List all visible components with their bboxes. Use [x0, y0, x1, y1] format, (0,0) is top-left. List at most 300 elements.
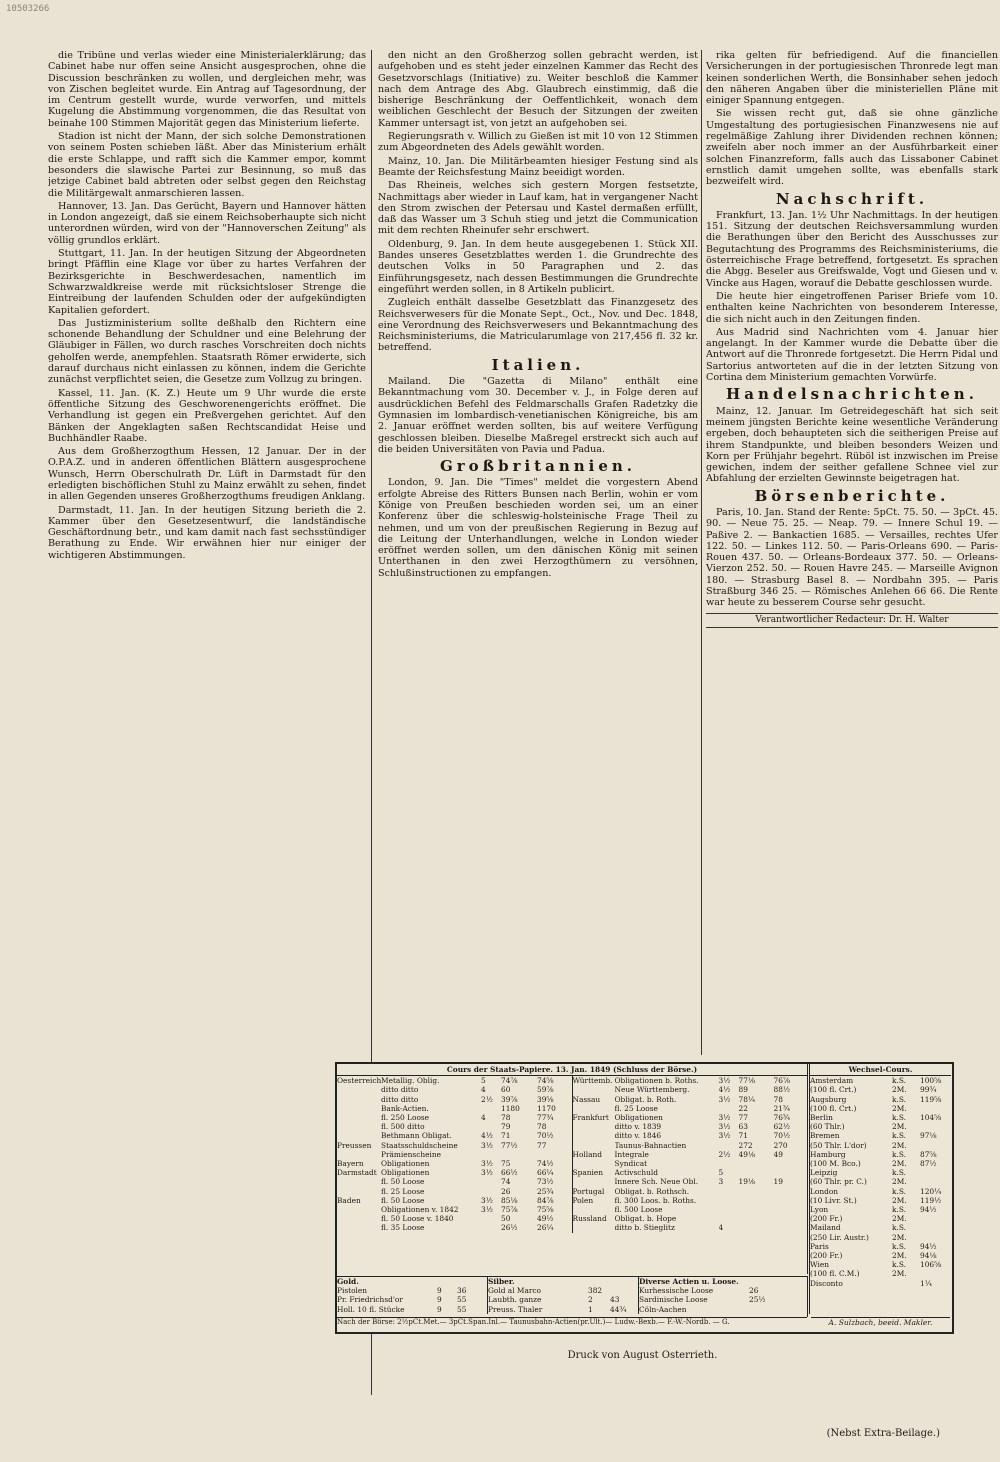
quote-row-cell: 78 [501, 1113, 511, 1123]
wechsel-row [810, 1168, 951, 1177]
wechsel-row-cell [920, 1233, 950, 1242]
quote-row-cell [573, 1205, 615, 1214]
quote-row-cell: fl. 50 Loose [381, 1177, 425, 1187]
wechsel-row-cell: London [810, 1186, 839, 1196]
quote-row-cell: Innere Sch. Neue Obl. [614, 1177, 699, 1187]
quote-row [573, 1076, 808, 1085]
quote-row-cell: 49½ [537, 1214, 554, 1224]
wechsel-row-cell: 94⅛ [920, 1251, 937, 1261]
quote-row [337, 1159, 572, 1168]
wechsel-row-cell: 106⅝ [920, 1260, 942, 1270]
quote-row [337, 1113, 572, 1122]
quote-row-cell: Prämienscheine [381, 1149, 441, 1159]
quote-row-cell: fl. 25 Loose [614, 1103, 658, 1113]
wechsel-row-cell: (10 Livr. St.) [810, 1195, 857, 1205]
silber-row [488, 1305, 638, 1314]
quote-row-cell [719, 1159, 739, 1168]
quote-row-cell [481, 1104, 501, 1113]
article-paragraph: Kassel, 11. Jan. (K. Z.) Heute um 9 Uhr wurde die erste öffentliche Sitzung des Geschworenengerichts eröffnet. Die Verhandlung ist gegen ein Preßvergehen gerichtet. Auf den Bänken der Angeklagten saßen Rechtscandidat Heise und Buchhändler Raabe. [48, 387, 366, 444]
wechsel-row-cell: Wien [810, 1260, 829, 1270]
quote-row [337, 1214, 572, 1223]
quote-row-cell: 3½ [718, 1094, 731, 1104]
silber-row-cell [610, 1286, 636, 1295]
quote-row-cell: 4 [718, 1223, 724, 1233]
quote-row [337, 1131, 572, 1140]
quote-row-cell: Obligationen [381, 1168, 430, 1178]
wechsel-row-cell: (50 Thlr. L'dor) [810, 1140, 867, 1150]
quote-row-cell: 3½ [718, 1122, 731, 1132]
quote-row [573, 1104, 808, 1113]
wechsel-row [810, 1159, 951, 1168]
quote-row-cell [337, 1113, 381, 1122]
quote-row-cell [739, 1187, 774, 1196]
quote-row-cell: fl. 50 Loose [381, 1195, 425, 1205]
quote-row-cell: 66½ [501, 1168, 518, 1178]
quote-row [337, 1177, 572, 1186]
wechsel-row [810, 1279, 951, 1288]
quote-row-cell: Russland [572, 1214, 607, 1224]
diverse-row-cell: Cöln-Aachen [639, 1304, 687, 1314]
quote-row-cell: 76¾ [773, 1113, 791, 1123]
quote-row-cell: 49⅛ [738, 1149, 756, 1159]
wechsel-row-cell: 2M. [892, 1159, 907, 1169]
gold-row-cell: Pr. Friedrichsd'or [337, 1295, 403, 1305]
article-paragraph: Hannover, 13. Jan. Das Gerücht, Bayern und Hannover hätten in London angezeigt, daß sie einem Reichsoberhaupte sich nicht unterordnen würden, wird von der "Hannoverschen Zeitung" als völlig grundlos erklärt. [48, 200, 366, 246]
wechsel-row [810, 1104, 951, 1113]
silber-row-cell: Preuss. Thaler [488, 1304, 543, 1314]
quote-row [573, 1131, 808, 1140]
silber-row [488, 1295, 638, 1304]
quote-row-cell: Baden [337, 1195, 361, 1205]
wechsel-row-cell: 94½ [920, 1205, 937, 1215]
wechsel-row-cell: (100 M. Bco.) [810, 1159, 861, 1169]
gold-row-cell: 55 [457, 1304, 467, 1314]
gold-title: Gold. [337, 1277, 359, 1286]
quote-row-cell: ditto ditto [381, 1085, 419, 1095]
wechsel-row [810, 1205, 951, 1214]
wechsel-row [810, 1242, 951, 1251]
quote-row [573, 1223, 808, 1232]
quote-row-cell [481, 1223, 501, 1232]
wechsel-row [810, 1122, 951, 1131]
silber-row-cell: 44¾ [610, 1304, 627, 1314]
wechsel-row-cell: 87½ [920, 1159, 937, 1169]
quote-row-cell: 4 [481, 1085, 486, 1095]
wechsel-row-cell: 2M. [892, 1251, 907, 1261]
quote-row-cell: Obligationen [381, 1159, 430, 1169]
wechsel-row-cell [920, 1122, 950, 1131]
wechsel-row-cell: 2M. [892, 1214, 907, 1224]
quote-row-cell: 71 [501, 1131, 511, 1141]
wechsel-row-cell [920, 1168, 950, 1177]
quote-row-cell: 75 [501, 1159, 511, 1169]
gold-row [337, 1286, 487, 1295]
silber-row [488, 1286, 638, 1295]
quote-row-cell: 50 [501, 1214, 511, 1224]
quote-row-cell: Staatsschuldscheine [381, 1140, 458, 1150]
quote-row-cell [337, 1150, 381, 1159]
silber-row-cell: 2 [588, 1295, 593, 1305]
quote-row-cell: Obligat. b. Rothsch. [614, 1186, 690, 1196]
quote-row-cell: 84⅞ [537, 1195, 554, 1205]
wechsel-row [810, 1095, 951, 1104]
quote-row-cell: 74½ [537, 1159, 554, 1169]
quote-row-cell: Obligationen v. 1842 [381, 1205, 459, 1215]
quote-row-cell: Obligat. b. Roth. [614, 1094, 677, 1104]
quote-row-cell: 89 [738, 1085, 748, 1095]
quote-row-cell: 3½ [718, 1113, 731, 1123]
quote-row-cell [774, 1168, 807, 1177]
wechsel-row-cell: 1¼ [920, 1278, 932, 1288]
quote-row-cell: Activschuld [614, 1168, 659, 1178]
article-paragraph: Stadion ist nicht der Mann, der sich solche Demonstrationen von seinem Posten schieben läßt. Aber das Ministerium erhält die erste Schlappe, und rafft sich die Kammer empor, kommt besonders die slawische Partei zur Besinnung, so muß das jetzige Cabinet bald abtreten oder selbst gegen den Reichstag die Militärgewalt anmarschieren lassen. [48, 131, 366, 199]
wechsel-row-cell: 2M. [892, 1232, 907, 1242]
quote-row-cell: 1180 [501, 1103, 520, 1113]
quote-row-cell [573, 1223, 615, 1232]
wechsel-row [810, 1260, 951, 1269]
quote-row-cell [774, 1196, 807, 1205]
wechsel-row-cell [920, 1269, 950, 1278]
quote-row-cell: Obligationen b. Roths. [614, 1076, 699, 1086]
quote-row-cell [719, 1141, 739, 1150]
quote-row-cell: Polen [572, 1195, 594, 1205]
printer-line: Druck von August Osterrieth. [567, 1350, 718, 1361]
article-paragraph: Stuttgart, 11. Jan. In der heutigen Sitzung der Abgeordneten bringt Pfäfflin eine Klage vor über zu hartes Verfahren der Bezirksgerichte in Beschwerdesachen, namentlich im Schwarzwaldkreise werde mit rücksichtsloser Strenge die Eintreibung der laufenden Schulden oder der aufgekündigten Kapitalien gefordert. [48, 248, 366, 316]
quote-row-cell: 2½ [481, 1094, 493, 1104]
quote-row-cell: 88½ [773, 1085, 791, 1095]
wechsel-row-cell: k.S. [892, 1186, 906, 1196]
quote-row-cell: 3½ [718, 1131, 731, 1141]
quote-row [573, 1187, 808, 1196]
wechsel-row-cell: k.S. [892, 1113, 906, 1123]
quote-row-cell [481, 1122, 501, 1131]
wechsel-row-cell: Amsterdam [810, 1076, 854, 1086]
quote-row-cell: 78¼ [738, 1094, 756, 1104]
quote-row-cell [739, 1223, 774, 1232]
quote-row-cell [337, 1214, 381, 1223]
quote-row-cell [337, 1131, 381, 1140]
quote-row-cell: ditto b. Stieglitz [614, 1223, 675, 1233]
wechsel-row-cell: k.S. [892, 1131, 906, 1141]
wechsel-row-cell: 120¼ [920, 1186, 942, 1196]
wechsel-row-cell [920, 1104, 950, 1113]
quote-row-cell: 25¾ [537, 1186, 554, 1196]
wechsel-row [810, 1269, 951, 1278]
quote-row [573, 1196, 808, 1205]
quote-row-cell: Obligationen [614, 1113, 663, 1123]
wechsel-row-cell: (100 fl. Crt.) [810, 1085, 857, 1095]
quote-row-cell: 3½ [481, 1168, 493, 1178]
quote-row-cell: 78 [537, 1122, 547, 1132]
wechsel-row-cell: k.S. [892, 1260, 906, 1270]
article-paragraph: Mainz, 10. Jan. Die Militärbeamten hiesiger Festung sind als Beamte der Reichsfestung Mainz beeidigt worden. [378, 155, 698, 178]
quote-row-cell [739, 1159, 774, 1168]
wechsel-row-cell: 2M. [892, 1140, 907, 1150]
wechsel-row-cell: k.S. [892, 1223, 906, 1233]
quote-row-cell: 71 [738, 1131, 748, 1141]
quote-row-cell [337, 1095, 381, 1104]
quote-row-cell: 1170 [537, 1103, 556, 1113]
diverse-row-cell [779, 1295, 805, 1304]
quote-row-cell: fl. 35 Loose [381, 1223, 425, 1233]
article-paragraph: Oldenburg, 9. Jan. In dem heute ausgegebenen 1. Stück XII. Bandes unseres Gesetzblattes werden 1. die Grundrechte des deutschen Volks in 50 Paragraphen und 2. das Einführungsgesetz, nach dessen Bestimmungen die Grundrechte eingeführt werden sollen, in 8 Artikeln publicirt. [378, 238, 698, 295]
quote-row-cell: Neue Württemberg. [614, 1085, 690, 1095]
quote-row-cell: Bethmann Obligat. [381, 1131, 452, 1141]
wechsel-row-cell: Leipzig [810, 1168, 838, 1178]
quote-row-cell [481, 1214, 501, 1223]
wechsel-row [810, 1141, 951, 1150]
gold-row-cell: 9 [437, 1295, 442, 1305]
quote-row-cell: 74⅞ [501, 1076, 518, 1086]
wechsel-row [810, 1113, 951, 1122]
quote-row-cell [573, 1104, 615, 1113]
wechsel-row [810, 1251, 951, 1260]
quote-row-cell [337, 1104, 381, 1113]
quote-row-cell [719, 1214, 739, 1223]
quote-row-cell: 3½ [481, 1159, 493, 1169]
quote-row-cell: 4½ [481, 1131, 493, 1141]
quote-row-cell: 3½ [481, 1195, 493, 1205]
quote-row-cell [573, 1131, 615, 1140]
article-boersen: Paris, 10. Jan. Stand der Rente: 5pCt. 75. 50. — 3pCt. 45. 90. — Neue 75. 25. — Neap. 79. — Innere Schul 19. — Paßive 2. — Bankactien 1685. — Versailles, rechtes Ufer 122. 50. — Linkes 112. 50. — Paris-Orleans 690. — Paris-Rouen 437. 50. — Orleans-Bordeaux 377. 50. — Orleans-Vierzon 252. 50. — Rouen Havre 245. — Marseille Avignon 180. — Strasburg Basel 8. — Nordbahn 395. — Paris Straßburg 346 25. — Römisches Anlehen 66 66. Die Rente war heute zu besserem Course sehr gesucht. [706, 506, 998, 609]
quote-row-cell [337, 1205, 381, 1214]
wechsel-row-cell: Lyon [810, 1205, 829, 1215]
quote-row [573, 1177, 808, 1186]
quote-row [573, 1168, 808, 1177]
section-title-nachschrift: Nachschrift. [775, 189, 929, 208]
quote-row-cell: 26½ [501, 1223, 518, 1233]
quote-row-cell: fl. 50 Loose v. 1840 [381, 1214, 454, 1224]
wechsel-row-cell: 87⅝ [920, 1149, 937, 1159]
quote-row-cell: 21¾ [773, 1103, 791, 1113]
wechsel-row-cell: 2M. [892, 1122, 907, 1132]
silber-row-cell: Gold al Marco [488, 1286, 542, 1296]
quote-row-cell [719, 1205, 739, 1214]
wechsel-row [810, 1196, 951, 1205]
article-italien: Mailand. Die "Gazetta di Milano" enthält eine Bekanntmachung vom 30. December v. J., in Folge deren auf ausdrücklichen Befehl des Feldmarschalls Grafen Radetzky die Gymnasien im lombardisch-venetianischen Königreiche, bis am 2. Januar eröffnet werden sollten, bis auf weitere Verfügung geschlossen bleiben. Dieselbe Maßregel erstreckt sich auch auf die beiden Universitäten von Pavia und Padua. [378, 376, 698, 455]
quote-row-cell: ditto v. 1846 [614, 1131, 662, 1141]
silber-row-cell: 1 [588, 1304, 593, 1314]
quote-row-cell: 77⅛ [738, 1076, 756, 1086]
quote-row-cell [337, 1187, 381, 1196]
quote-row-cell [481, 1187, 501, 1196]
quote-row-cell [337, 1085, 381, 1094]
quote-row-cell: Darmstadt [337, 1168, 377, 1178]
wechsel-row-cell: 104⅝ [920, 1113, 942, 1123]
wechsel-row-cell: (250 Lir. Austr.) [810, 1232, 869, 1242]
quote-row-cell [501, 1150, 537, 1159]
quote-row [337, 1223, 572, 1232]
column-rule [701, 50, 702, 1055]
quote-row-cell: Portugal [572, 1186, 605, 1196]
wechsel-row-cell: (200 Fr.) [810, 1214, 843, 1224]
quote-row-cell: Syndicat [614, 1159, 648, 1169]
wechsel-row-cell: (100 fl. C.M.) [810, 1269, 860, 1279]
quote-row-cell [774, 1223, 807, 1232]
quote-row-cell: 77 [537, 1140, 547, 1150]
wechsel-row-cell: 99¾ [920, 1085, 937, 1095]
section-title-boersen: Börsenberichte. [754, 486, 950, 505]
wechsel-row-cell [920, 1141, 950, 1150]
quote-row [337, 1122, 572, 1131]
quote-row-cell: Taunus-Bahnactien [614, 1140, 687, 1150]
quote-row [337, 1205, 572, 1214]
article-paragraph: den nicht an den Großherzog sollen gebracht werden, ist aufgehoben und es steht jeder einzelnen Kammer das Recht des Gesetzvorschlags (Initiative) zu. Weiter beschloß die Kammer nach dem Antrage des Abg. Glaubrech einstimmig, daß die bisherige Beschränkung der Oeffentlichkeit, wonach dem weiblichen Geschlecht der Besuch der Sitzungen der zweiten Kammer untersagt ist, von jetzt an aufgehoben sei. [378, 50, 698, 129]
quote-row-cell: fl. 25 Loose [381, 1186, 425, 1196]
quote-row-cell: 75⅞ [501, 1205, 518, 1215]
silber-title: Silber. [488, 1277, 515, 1286]
gold-row-cell: 36 [457, 1286, 467, 1296]
wechsel-row [810, 1223, 951, 1232]
wechsel-row-cell: 2M. [892, 1195, 907, 1205]
quote-row-cell: fl. 500 ditto [381, 1122, 425, 1132]
article-paragraph: Zugleich enthält dasselbe Gesetzblatt das Finanzgesetz des Reichsverwesers für die Monate Sept., Oct., Nov. und Dec. 1848, eine Verordnung des Reichsverwesers und Bekanntmachung des Reichsministeriums, die Matricularumlage von 217,456 fl. 32 kr. betreffend. [378, 297, 698, 354]
diverse-row-cell: Sardinische Loose [639, 1295, 708, 1305]
quote-row-cell [739, 1168, 774, 1177]
silber-row-cell: 382 [588, 1286, 603, 1296]
quote-row-cell: 3½ [481, 1140, 493, 1150]
quote-row-cell: Nassau [572, 1094, 601, 1104]
quote-row-cell: 19 [773, 1177, 783, 1187]
quote-row [573, 1122, 808, 1131]
quote-row-cell: ditto v. 1839 [614, 1122, 662, 1132]
quote-row-cell: 77 [738, 1113, 748, 1123]
wechsel-row [810, 1214, 951, 1223]
gold-row-cell: 9 [437, 1304, 442, 1314]
quote-row [337, 1168, 572, 1177]
quote-row-cell [337, 1122, 381, 1131]
quote-row-cell [573, 1122, 615, 1131]
quote-row [337, 1150, 572, 1159]
quote-row [573, 1214, 808, 1223]
article-paragraph: rika gelten für befriedigend. Auf die financiellen Versicherungen in der portugiesischen Thronrede legt man keinen sonderlichen Werth, die Bonsinhaber sehen jedoch den näheren Angaben über die ministeriellen Pläne mit einiger Spannung entgegen. [706, 50, 998, 107]
quote-row-cell: 4 [481, 1113, 486, 1123]
wechsel-row-cell: 100⅝ [920, 1076, 942, 1086]
makler-line: A. Sulzbach, beeid. Makler. [811, 1317, 950, 1327]
gold-row-cell: Pistolen [337, 1286, 368, 1296]
quote-row-cell: Preussen [337, 1140, 372, 1150]
quote-row-cell: 77½ [501, 1140, 518, 1150]
article-handel: Mainz, 12. Januar. Im Getreidegeschäft hat sich seit meinem jüngsten Berichte keine wesentliche Veränderung ergeben, doch behaupteten sich die seitherigen Preise auf ihrem Standpunkte, und bleiben besonders Weizen und Korn per Frühjahr begehrt. Rüböl ist inzwischen im Preise gewichen, indem der seither gefallene Schnee viel zur Abfahlung der erzielten Gewinnste beigetragen hat. [706, 405, 998, 485]
wechsel-row [810, 1150, 951, 1159]
quote-row [573, 1113, 808, 1122]
silber-row-cell: 43 [610, 1295, 620, 1305]
quote-row [337, 1104, 572, 1113]
gold-row [337, 1295, 487, 1304]
nachschrift-paragraph: Aus Madrid sind Nachrichten vom 4. Januar hier angelangt. In der Kammer wurde die Debatte über die Antwort auf die Thronrede fortgesetzt. Die Herrn Pidal und Sartorius antworteten auf die in der letzten Sitzung von Cortina dem Ministerium gemachten Vorwürfe. [706, 326, 998, 384]
coin-block [337, 1276, 808, 1317]
article-paragraph: Das Rheineis, welches sich gestern Morgen festsetzte, Nachmittags aber wieder in Lauf kam, hat in vergangener Nacht den Strom zwischen der Petersau und Kastel dermaßen erfüllt, daß das Wasser um 3 Schuh stieg und jetzt die Communication mit dem rechten Rheinufer sehr erschwert. [378, 180, 698, 237]
wechsel-row-cell: 94½ [920, 1241, 937, 1251]
quote-row-cell [739, 1205, 774, 1214]
quote-row-cell: 270 [773, 1140, 788, 1150]
editor-line: Verantwortlicher Redacteur: Dr. H. Walter [706, 613, 998, 628]
article-paragraph: die Tribüne und verlas wieder eine Ministerialerklärung; das Cabinet habe nur offen seine Ansicht ausgesprochen, ohne die Discussion beschränken zu wollen, und dergleichen mehr, was von Zischen begleitet wurde. Ein Antrag auf Tagesordnung, der im Centrum gestellt wurde, wurde verworfen, und mittels Kugelung die Abstimmung vorgenommen, die das Resultat von beinahe 100 Stimmen Majorität gegen das Ministerium lieferte. [48, 50, 366, 129]
quote-row-cell [739, 1196, 774, 1205]
quote-row-cell: 60 [501, 1085, 511, 1095]
quote-row-cell: 63 [738, 1122, 748, 1132]
quote-row-cell: 19⅛ [738, 1177, 756, 1187]
quote-row [573, 1159, 808, 1168]
silber-row-cell: Laubth. ganze [488, 1295, 542, 1305]
gold-row-cell: 55 [457, 1295, 467, 1305]
nach-boerse-line: Nach der Börse: 2½pCt.Met.— 3pCt.Span.Inl.— Taunusbahn-Actien(pr.Ult.)— Ludw.-Bexb.— F.-W.-Nordb. — G. [337, 1317, 807, 1327]
wechsel-row-cell: k.S. [892, 1241, 906, 1251]
wechsel-row-cell: k.S. [892, 1094, 906, 1104]
column-1 [48, 50, 366, 1395]
quote-row [573, 1085, 808, 1094]
quote-row-cell [719, 1187, 739, 1196]
quote-row-cell: 26¼ [537, 1223, 554, 1233]
quote-row-cell: Integrale [614, 1149, 649, 1159]
quote-row-cell: 5 [718, 1168, 724, 1178]
article-grossbritannien: London, 9. Jan. Die "Times" meldet die vorgestern Abend erfolgte Abreise des Ritters Bunsen nach Berlin, wohin er vom Könige von Preußen beschieden worden sei, um an einer Konferenz über die schleswig-holsteinische Frage Theil zu nehmen, und um von der preußischen Regierung in Bezug auf die Leitung der Unterhandlungen, welche in London wieder eröffnet werden sollen, um den dänischen König mit seinen Unterthanen in den zwei Herzogthümern zu versöhnen, Schlußinstructionen zu empfangen. [378, 477, 698, 579]
quote-row-cell: 62½ [773, 1122, 791, 1132]
quote-row-cell [337, 1177, 381, 1186]
quote-row-cell: Württemb. [572, 1076, 613, 1086]
quote-row-cell: 26 [501, 1186, 511, 1196]
article-paragraph: Regierungsrath v. Willich zu Gießen ist mit 10 von 12 Stimmen zum Abgeordneten des Adels gewählt worden. [378, 131, 698, 154]
wechsel-row-cell: Hamburg [810, 1149, 846, 1159]
quote-row-cell: 79 [501, 1122, 511, 1132]
quote-row-cell: 73½ [537, 1177, 554, 1187]
diverse-row-cell [779, 1286, 805, 1295]
quote-row-cell: 3½ [718, 1076, 731, 1086]
quote-row-cell: Obligat. b. Hope [614, 1214, 677, 1224]
quote-row-cell [481, 1150, 501, 1159]
quote-row [337, 1076, 572, 1085]
quote-row [573, 1095, 808, 1104]
gold-row-cell: Holl. 10 fl. Stücke [337, 1304, 405, 1314]
wechsel-row-cell [920, 1223, 950, 1232]
wechsel-row-cell [892, 1279, 920, 1288]
quote-row [337, 1095, 572, 1104]
wechsel-row-cell: Berlin [810, 1113, 833, 1123]
quote-row-cell [537, 1150, 571, 1159]
quote-row-cell [739, 1214, 774, 1223]
quote-row-cell: 272 [738, 1140, 753, 1150]
quote-row-cell: 39⅞ [501, 1094, 518, 1104]
quote-row [337, 1085, 572, 1094]
wechsel-row-cell: (100 fl. Crt.) [810, 1103, 857, 1113]
quote-row-cell [774, 1159, 807, 1168]
wechsel-row-cell: 2M. [892, 1085, 907, 1095]
quote-row-cell: Metallig. Oblig. [381, 1076, 440, 1086]
staatspapiere-title: Cours der Staats-Papiere. 13. Jan. 1849 (Schluss der Börse.) [337, 1064, 807, 1076]
quote-row-cell: ditto ditto [381, 1094, 419, 1104]
quote-row-cell: 70½ [773, 1131, 791, 1141]
quote-row [573, 1150, 808, 1159]
quote-row-cell: fl. 250 Loose [381, 1113, 430, 1123]
quote-row-cell: 70½ [537, 1131, 554, 1141]
quote-row-cell [719, 1104, 739, 1113]
quote-row-cell: fl. 300 Loos. b. Roths. [614, 1195, 697, 1205]
wechsel-row-cell: 2M. [892, 1177, 907, 1187]
quote-row-cell: Spanien [572, 1168, 603, 1178]
quote-row-cell [774, 1187, 807, 1196]
wechsel-row-cell: k.S. [892, 1205, 906, 1215]
wechsel-row-cell: 2M. [892, 1103, 907, 1113]
quote-row [573, 1205, 808, 1214]
diverse-row [639, 1286, 807, 1295]
wechsel-row-cell: Disconto [810, 1278, 843, 1288]
wechsel-row-cell: Paris [810, 1241, 829, 1251]
article-paragraph: Das Justizministerium sollte deßhalb den Richtern eine schonende Behandlung der Schuldner und eine Belehrung der Gläubiger in Fällen, wo durch rasches Vorschreiten doch nichts geholfen werde, anempfehlen. Staatsrath Römer erwiderte, sich darauf durchaus nicht einlassen zu können, indem die Gerichte zunächst verpflichtet seien, die Gesetze zum Vollzug zu bringen. [48, 317, 366, 386]
quote-row-cell: 59⅞ [537, 1085, 554, 1095]
wechsel-block [809, 1064, 951, 1314]
quote-row-cell: 77¾ [537, 1113, 554, 1123]
wechsel-row-cell: k.S. [892, 1149, 906, 1159]
